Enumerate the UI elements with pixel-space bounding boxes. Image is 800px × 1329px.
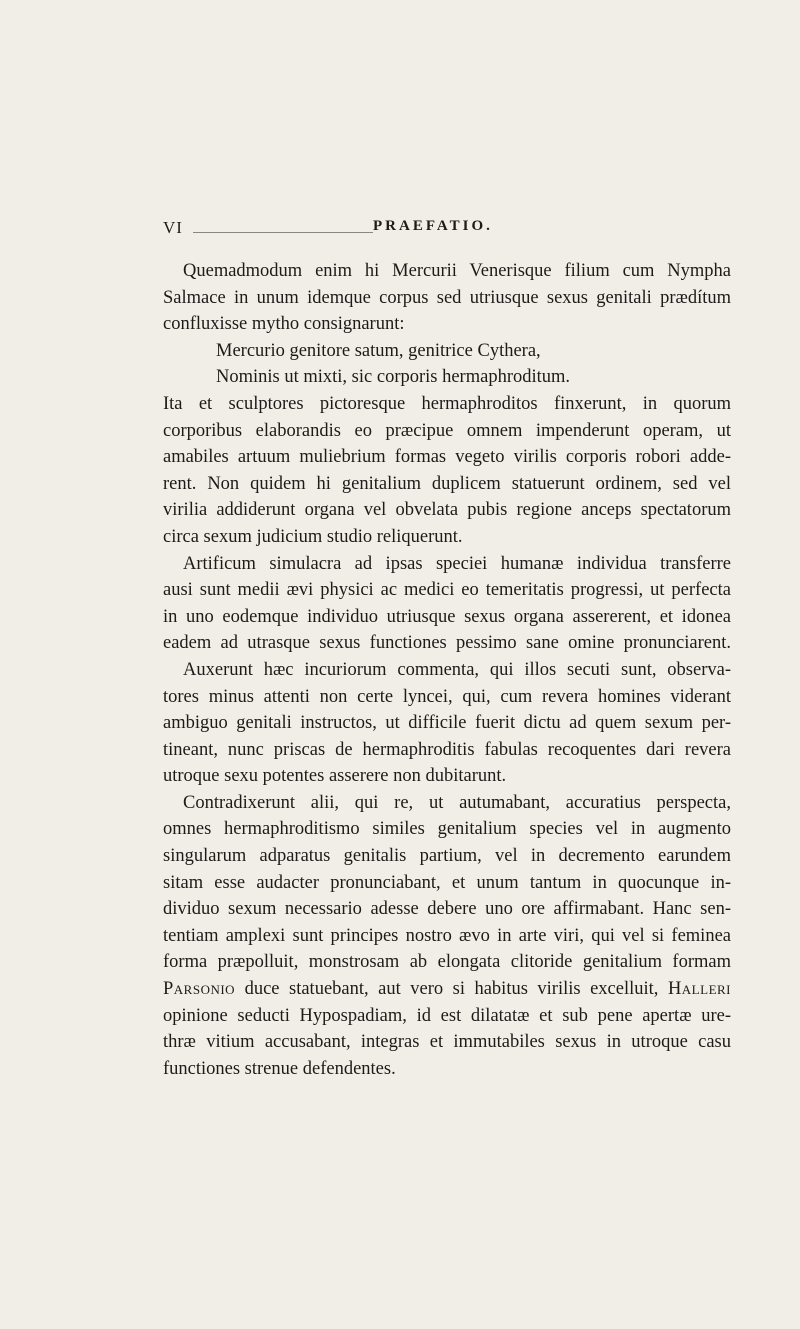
text-line: rent. Non quidem hi genitalium duplicem statuerunt ordinem, sed vel: [163, 473, 731, 494]
body-text: [163, 258, 731, 1082]
text-line: ausi sunt medii ævi physici ac medici eo temeritatis progressi, ut perfecta: [163, 580, 731, 601]
text-line: tentiam amplexi sunt principes nostro ævo in arte viri, qui vel si feminea: [163, 925, 731, 946]
text-line: thræ vitium accusabant, integras et immutabiles sexus in utroque casu: [163, 1032, 731, 1053]
text-line: omnes hermaphroditismo similes genitalium species vel in augmento: [163, 819, 731, 840]
text-line: singularum adparatus genitalis partium, vel in decremento earundem: [163, 846, 731, 867]
text-line: utroque sexu potentes asserere non dubitarunt.: [163, 766, 507, 787]
text-line: Ita et sculptores pictoresque hermaphroditos finxerunt, in quorum: [163, 393, 731, 414]
text-line: Artificum simulacra ad ipsas speciei humanæ individua transferre: [183, 553, 731, 574]
text-line: virilia addiderunt organa vel obvelata pubis regione anceps spectatorum: [163, 500, 731, 521]
text-line: confluxisse mytho consignarunt:: [163, 314, 405, 335]
header-rule: [193, 232, 373, 233]
text-line: sitam esse audacter pronunciabant, et unum tantum in quocunque in-: [163, 872, 731, 893]
text-line: in uno eodemque individuo utriusque sexus organa assererent, et idonea: [163, 606, 731, 627]
text-line: dividuo sexum necessario adesse debere uno ore affirmabant. Hanc sen-: [163, 899, 731, 920]
text-line: amabiles artuum muliebrium formas vegeto virilis corporis robori adde-: [163, 447, 731, 468]
text-line: Auxerunt hæc incuriorum commenta, qui illos secuti sunt, observa-: [183, 659, 731, 680]
text-line: opinione seducti Hypospadiam, id est dilatatæ et sub pene apertæ ure-: [163, 1005, 731, 1026]
text-line: eadem ad utrasque sexus functiones pessimo sane omine pronunciarent.: [163, 633, 731, 654]
text-line: functiones strenue defendentes.: [163, 1058, 396, 1079]
page-header: [163, 214, 703, 244]
text-line: tineant, nunc priscas de hermaphroditis fabulas recoquentes dari revera: [163, 739, 731, 760]
verse-line: Mercurio genitore satum, genitrice Cythera,: [216, 340, 541, 361]
text-line-with-names: [163, 976, 731, 1003]
text-line: tores minus attenti non certe lyncei, qui, cum revera homines viderant: [163, 686, 731, 707]
text-line: ambiguo genitali instructos, ut difficile fuerit dictu ad quem sexum per-: [163, 713, 731, 734]
author-name: Halleri: [667, 979, 732, 1000]
text-line: forma præpolluit, monstrosam ab elongata clitoride genitalium formam: [163, 952, 731, 973]
text-line: corporibus elaborandis eo præcipue omnem impenderunt operam, ut: [163, 420, 731, 441]
verse-line: Nominis ut mixti, sic corporis hermaphroditum.: [216, 367, 571, 388]
text-line: Quemadmodum enim hi Mercurii Venerisque filium cum Nympha: [183, 261, 731, 281]
author-name: Parsonio: [163, 979, 236, 1000]
text-line: Salmace in unum idemque corpus sed utriusque sexus genitali prædítum: [163, 287, 731, 308]
text-line: Contradixerunt alii, qui re, ut autumabant, accuratius perspecta,: [183, 792, 731, 813]
text-fragment: duce statuebant, aut vero si habitus virilis excelluit,: [235, 979, 659, 1000]
page-number: VI: [163, 218, 183, 237]
text-line: circa sexum judicium studio reliquerunt.: [163, 526, 463, 547]
running-head: PRAEFATIO.: [373, 218, 493, 234]
